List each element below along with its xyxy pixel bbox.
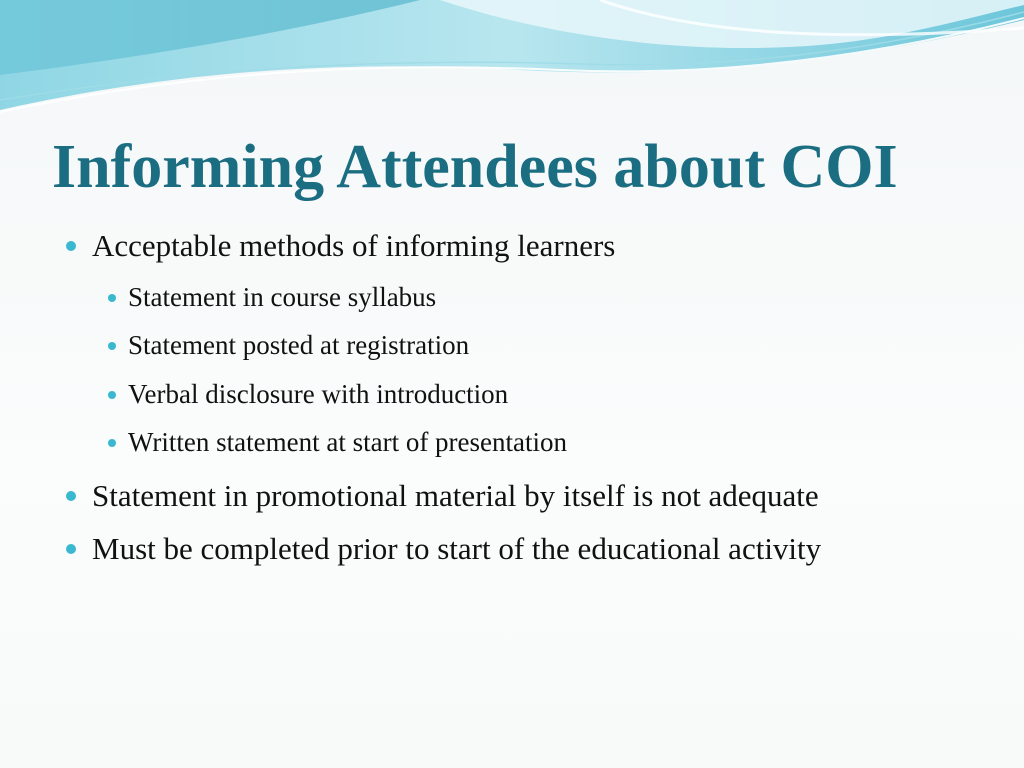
bullet-dot-icon — [108, 391, 116, 399]
bullet-text: Statement in promotional material by itself is not adequate — [92, 478, 819, 513]
sub-bullet-item — [108, 330, 469, 361]
sub-bullet-text: Written statement at start of presentation — [128, 427, 568, 457]
bullet-item — [66, 531, 821, 567]
bullet-item — [66, 478, 819, 514]
bullet-text: Must be completed prior to start of the educational activity — [92, 531, 822, 566]
sub-bullet-text: Statement posted at registration — [128, 330, 470, 360]
sub-bullet-text: Verbal disclosure with introduction — [128, 379, 509, 409]
sub-bullet-text: Statement in course syllabus — [128, 282, 437, 312]
bullet-item — [66, 228, 615, 264]
bullet-dot-icon — [66, 491, 76, 501]
bullet-dot-icon — [108, 439, 116, 447]
slide-title: Informing Attendees about COI — [52, 133, 898, 201]
bullet-dot-icon — [108, 342, 116, 350]
bullet-dot-icon — [66, 241, 76, 251]
bullet-text: Acceptable methods of informing learners — [92, 228, 616, 263]
sub-bullet-item — [108, 282, 436, 313]
bullet-dot-icon — [108, 294, 116, 302]
sub-bullet-item — [108, 379, 508, 410]
bullet-dot-icon — [66, 544, 76, 554]
sub-bullet-item — [108, 427, 567, 458]
